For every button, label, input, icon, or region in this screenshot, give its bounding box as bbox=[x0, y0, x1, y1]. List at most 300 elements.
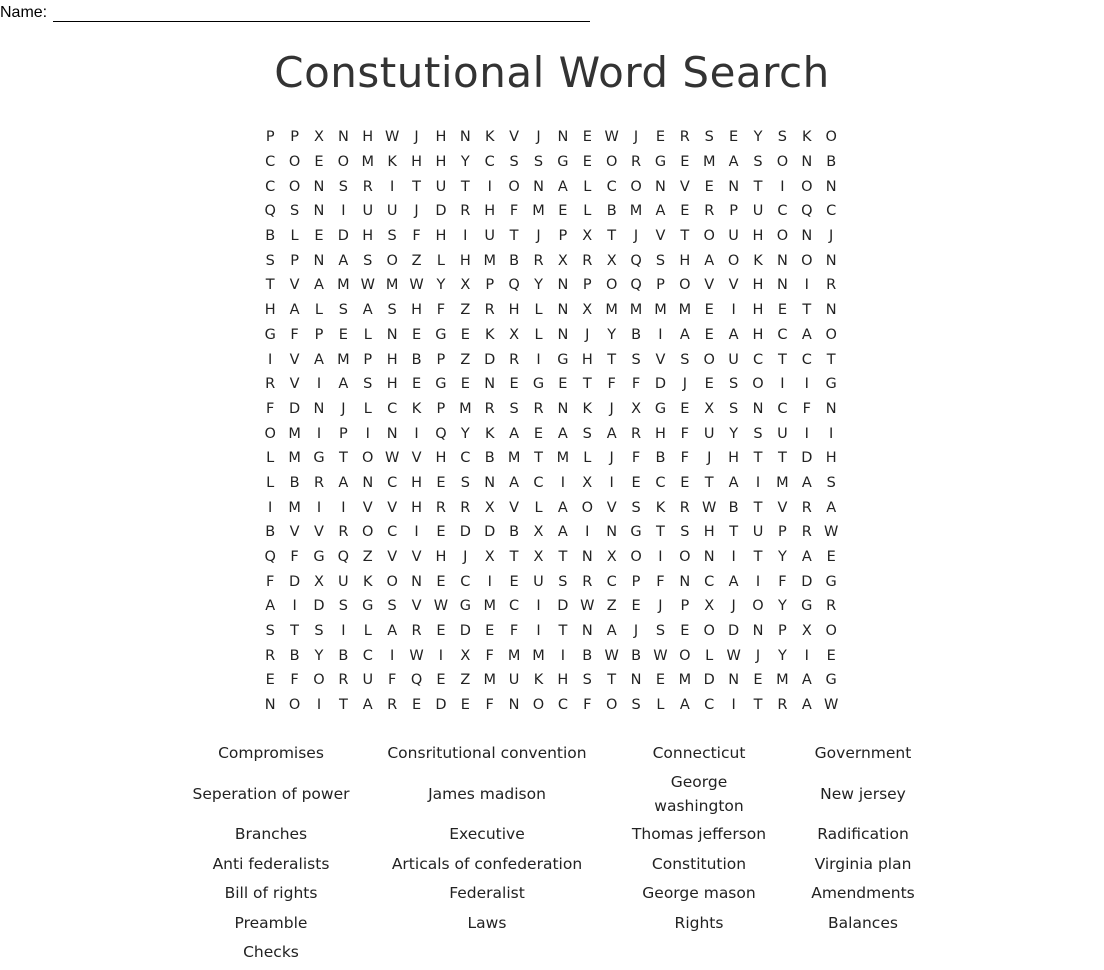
grid-cell[interactable]: A bbox=[557, 499, 568, 516]
grid-cell[interactable]: B bbox=[582, 647, 593, 664]
grid-cell[interactable]: P bbox=[436, 351, 446, 368]
grid-cell[interactable]: G bbox=[459, 598, 471, 615]
grid-cell[interactable]: E bbox=[582, 154, 592, 171]
grid-cell[interactable]: U bbox=[435, 178, 447, 195]
grid-cell[interactable]: E bbox=[436, 474, 446, 491]
grid-cell[interactable]: E bbox=[680, 154, 690, 171]
grid-cell[interactable]: R bbox=[631, 425, 642, 442]
grid-cell[interactable]: Y bbox=[753, 129, 763, 146]
grid-cell[interactable]: Y bbox=[777, 598, 787, 615]
grid-cell[interactable]: M bbox=[776, 474, 789, 491]
grid-cell[interactable]: N bbox=[313, 400, 325, 417]
grid-cell[interactable]: F bbox=[485, 647, 494, 664]
grid-cell[interactable]: A bbox=[557, 425, 568, 442]
grid-cell[interactable]: S bbox=[338, 178, 348, 195]
grid-cell[interactable]: N bbox=[484, 474, 496, 491]
grid-cell[interactable]: P bbox=[680, 598, 690, 615]
grid-cell[interactable]: N bbox=[313, 252, 325, 269]
grid-cell[interactable]: E bbox=[460, 697, 470, 714]
grid-cell[interactable]: P bbox=[290, 252, 299, 269]
grid-cell[interactable]: T bbox=[460, 178, 470, 195]
grid-cell[interactable]: U bbox=[338, 573, 349, 590]
grid-cell[interactable]: K bbox=[411, 400, 422, 417]
grid-cell[interactable]: D bbox=[459, 524, 471, 541]
grid-cell[interactable]: V bbox=[387, 549, 398, 566]
grid-cell[interactable]: W bbox=[824, 697, 839, 714]
grid-cell[interactable]: O bbox=[801, 252, 813, 269]
grid-cell[interactable]: C bbox=[362, 647, 373, 664]
grid-cell[interactable]: E bbox=[338, 326, 348, 343]
grid-cell[interactable]: Z bbox=[606, 598, 617, 615]
grid-cell[interactable]: P bbox=[582, 277, 592, 294]
grid-cell[interactable]: W bbox=[580, 598, 595, 615]
grid-cell[interactable]: Z bbox=[460, 302, 471, 319]
grid-cell[interactable]: A bbox=[509, 474, 520, 491]
grid-cell[interactable]: N bbox=[337, 129, 349, 146]
grid-cell[interactable]: A bbox=[728, 326, 739, 343]
grid-cell[interactable]: V bbox=[289, 351, 300, 368]
grid-cell[interactable]: E bbox=[509, 376, 519, 393]
grid-cell[interactable]: A bbox=[557, 178, 568, 195]
grid-cell[interactable]: B bbox=[265, 524, 276, 541]
grid-cell[interactable]: R bbox=[533, 252, 544, 269]
grid-cell[interactable]: X bbox=[314, 573, 324, 590]
grid-cell[interactable]: I bbox=[658, 549, 663, 566]
grid-cell[interactable]: L bbox=[656, 697, 665, 714]
grid-cell[interactable]: X bbox=[557, 252, 568, 269]
grid-cell[interactable]: C bbox=[777, 400, 788, 417]
grid-cell[interactable]: H bbox=[825, 450, 837, 467]
grid-cell[interactable]: T bbox=[509, 228, 519, 245]
grid-cell[interactable]: E bbox=[411, 326, 422, 343]
grid-cell[interactable]: L bbox=[583, 450, 592, 467]
grid-cell[interactable]: X bbox=[314, 129, 324, 146]
grid-cell[interactable]: E bbox=[704, 302, 714, 319]
grid-cell[interactable]: S bbox=[680, 351, 690, 368]
grid-cell[interactable]: S bbox=[338, 598, 348, 615]
grid-cell[interactable]: S bbox=[753, 425, 763, 442]
grid-cell[interactable]: O bbox=[776, 154, 789, 171]
grid-cell[interactable]: Y bbox=[777, 549, 787, 566]
grid-cell[interactable]: M bbox=[288, 425, 301, 442]
grid-cell[interactable]: E bbox=[558, 203, 568, 220]
grid-cell[interactable]: F bbox=[680, 425, 689, 442]
grid-cell[interactable]: U bbox=[752, 203, 764, 220]
grid-cell[interactable]: X bbox=[582, 474, 593, 491]
grid-cell[interactable]: N bbox=[557, 277, 569, 294]
grid-cell[interactable]: L bbox=[583, 178, 592, 195]
grid-cell[interactable]: G bbox=[435, 326, 447, 343]
grid-cell[interactable]: N bbox=[557, 302, 569, 319]
grid-cell[interactable]: O bbox=[679, 647, 691, 664]
grid-cell[interactable]: K bbox=[387, 154, 397, 171]
grid-cell[interactable]: T bbox=[753, 499, 763, 516]
grid-cell[interactable]: R bbox=[460, 203, 471, 220]
grid-cell[interactable]: I bbox=[414, 425, 419, 442]
grid-cell[interactable]: E bbox=[265, 672, 275, 689]
grid-cell[interactable]: S bbox=[631, 499, 641, 516]
grid-cell[interactable]: E bbox=[777, 302, 787, 319]
grid-cell[interactable]: I bbox=[341, 203, 346, 220]
grid-cell[interactable]: O bbox=[703, 228, 715, 245]
grid-cell[interactable]: V bbox=[314, 524, 324, 541]
grid-cell[interactable]: J bbox=[585, 326, 590, 343]
grid-cell[interactable]: E bbox=[436, 623, 446, 640]
grid-cell[interactable]: B bbox=[509, 252, 520, 269]
grid-cell[interactable]: I bbox=[341, 623, 346, 640]
grid-cell[interactable]: I bbox=[390, 178, 395, 195]
letter-grid[interactable] bbox=[258, 125, 843, 718]
grid-cell[interactable]: C bbox=[606, 178, 617, 195]
grid-cell[interactable]: N bbox=[313, 203, 325, 220]
grid-cell[interactable]: W bbox=[384, 450, 400, 467]
grid-cell[interactable]: I bbox=[438, 647, 444, 664]
grid-cell[interactable]: N bbox=[776, 252, 788, 269]
grid-cell[interactable]: N bbox=[801, 228, 813, 245]
grid-cell[interactable]: A bbox=[801, 474, 812, 491]
grid-cell[interactable]: X bbox=[484, 549, 495, 566]
grid-cell[interactable]: V bbox=[289, 524, 300, 541]
grid-cell[interactable]: O bbox=[679, 277, 691, 294]
grid-cell[interactable]: R bbox=[338, 672, 349, 689]
grid-cell[interactable]: Y bbox=[534, 277, 543, 294]
grid-cell[interactable]: C bbox=[655, 474, 666, 491]
grid-cell[interactable]: I bbox=[268, 499, 273, 516]
grid-cell[interactable]: F bbox=[485, 697, 494, 714]
grid-cell[interactable]: S bbox=[558, 573, 568, 590]
grid-cell[interactable]: N bbox=[825, 252, 837, 269]
grid-cell[interactable]: I bbox=[780, 376, 785, 393]
grid-cell[interactable]: O bbox=[605, 697, 618, 714]
grid-cell[interactable]: W bbox=[604, 647, 619, 664]
grid-cell[interactable]: H bbox=[728, 450, 740, 467]
grid-cell[interactable]: F bbox=[631, 450, 641, 467]
grid-cell[interactable]: I bbox=[755, 573, 761, 590]
grid-cell[interactable]: F bbox=[680, 450, 689, 467]
grid-cell[interactable]: F bbox=[631, 376, 641, 393]
grid-cell[interactable]: S bbox=[338, 302, 348, 319]
grid-cell[interactable]: E bbox=[436, 524, 446, 541]
grid-cell[interactable]: N bbox=[386, 425, 398, 442]
grid-cell[interactable]: N bbox=[581, 549, 593, 566]
grid-cell[interactable]: S bbox=[655, 623, 666, 640]
grid-cell[interactable]: D bbox=[484, 351, 496, 368]
grid-cell[interactable]: T bbox=[412, 178, 421, 195]
grid-cell[interactable]: J bbox=[536, 228, 541, 245]
grid-cell[interactable]: M bbox=[507, 450, 521, 467]
grid-cell[interactable]: L bbox=[266, 474, 275, 491]
grid-cell[interactable]: H bbox=[362, 129, 374, 146]
grid-cell[interactable]: P bbox=[485, 277, 495, 294]
grid-cell[interactable]: C bbox=[509, 598, 520, 615]
grid-cell[interactable]: F bbox=[509, 203, 519, 220]
grid-cell[interactable]: B bbox=[289, 474, 300, 491]
grid-cell[interactable]: I bbox=[316, 697, 322, 714]
grid-cell[interactable]: C bbox=[387, 474, 398, 491]
grid-cell[interactable]: Y bbox=[777, 647, 787, 664]
grid-cell[interactable]: A bbox=[728, 474, 739, 491]
grid-cell[interactable]: H bbox=[703, 524, 715, 541]
grid-cell[interactable]: S bbox=[680, 524, 690, 541]
grid-cell[interactable]: S bbox=[582, 672, 592, 689]
grid-cell[interactable]: D bbox=[703, 672, 715, 689]
grid-cell[interactable]: O bbox=[288, 178, 301, 195]
grid-cell[interactable]: L bbox=[534, 499, 543, 516]
grid-cell[interactable]: N bbox=[484, 376, 496, 393]
grid-cell[interactable]: Q bbox=[630, 252, 642, 269]
grid-cell[interactable]: E bbox=[436, 573, 446, 590]
grid-cell[interactable]: R bbox=[313, 474, 325, 491]
grid-cell[interactable]: N bbox=[752, 623, 764, 640]
grid-cell[interactable]: G bbox=[313, 450, 325, 467]
grid-cell[interactable]: R bbox=[387, 697, 398, 714]
grid-cell[interactable]: J bbox=[731, 598, 736, 615]
grid-cell[interactable]: T bbox=[265, 277, 275, 294]
grid-cell[interactable]: R bbox=[801, 524, 812, 541]
grid-cell[interactable]: A bbox=[289, 302, 300, 319]
grid-cell[interactable]: T bbox=[656, 524, 665, 541]
grid-cell[interactable]: W bbox=[384, 129, 400, 146]
grid-cell[interactable]: V bbox=[509, 129, 520, 146]
grid-cell[interactable]: U bbox=[533, 573, 544, 590]
grid-cell[interactable]: S bbox=[777, 129, 787, 146]
grid-cell[interactable]: H bbox=[752, 228, 764, 245]
grid-cell[interactable]: O bbox=[679, 549, 691, 566]
grid-cell[interactable]: O bbox=[727, 252, 740, 269]
grid-cell[interactable]: E bbox=[704, 326, 714, 343]
grid-cell[interactable]: J bbox=[414, 203, 419, 220]
grid-cell[interactable]: K bbox=[363, 573, 373, 590]
grid-cell[interactable]: R bbox=[362, 178, 373, 195]
grid-cell[interactable]: H bbox=[508, 302, 520, 319]
grid-cell[interactable]: N bbox=[313, 178, 325, 195]
grid-cell[interactable]: E bbox=[704, 178, 714, 195]
grid-cell[interactable]: A bbox=[728, 573, 739, 590]
grid-cell[interactable]: C bbox=[387, 524, 398, 541]
grid-cell[interactable]: R bbox=[460, 499, 471, 516]
grid-cell[interactable]: R bbox=[484, 400, 495, 417]
grid-cell[interactable]: A bbox=[655, 203, 666, 220]
grid-cell[interactable]: M bbox=[385, 277, 399, 294]
grid-cell[interactable]: T bbox=[680, 228, 690, 245]
grid-cell[interactable]: L bbox=[266, 450, 275, 467]
grid-cell[interactable]: N bbox=[655, 178, 666, 195]
grid-cell[interactable]: D bbox=[313, 598, 325, 615]
grid-cell[interactable]: S bbox=[387, 228, 397, 245]
grid-cell[interactable]: A bbox=[362, 697, 373, 714]
grid-cell[interactable]: R bbox=[582, 252, 593, 269]
grid-cell[interactable]: V bbox=[509, 499, 520, 516]
grid-cell[interactable]: G bbox=[557, 351, 569, 368]
grid-cell[interactable]: V bbox=[704, 277, 715, 294]
grid-cell[interactable]: U bbox=[728, 228, 739, 245]
grid-cell[interactable]: A bbox=[557, 524, 568, 541]
grid-cell[interactable]: E bbox=[680, 203, 690, 220]
grid-cell[interactable]: H bbox=[435, 129, 447, 146]
grid-cell[interactable]: Q bbox=[435, 425, 447, 442]
grid-cell[interactable]: I bbox=[316, 499, 322, 516]
grid-cell[interactable]: X bbox=[606, 549, 617, 566]
grid-cell[interactable]: X bbox=[631, 400, 642, 417]
grid-cell[interactable]: S bbox=[509, 154, 519, 171]
grid-cell[interactable]: T bbox=[607, 228, 617, 245]
grid-cell[interactable]: S bbox=[631, 351, 641, 368]
grid-cell[interactable]: W bbox=[726, 647, 741, 664]
grid-cell[interactable]: X bbox=[509, 326, 520, 343]
grid-cell[interactable]: D bbox=[289, 573, 301, 590]
grid-cell[interactable]: M bbox=[702, 154, 716, 171]
grid-cell[interactable]: F bbox=[290, 326, 299, 343]
grid-cell[interactable]: W bbox=[360, 277, 375, 294]
grid-cell[interactable]: R bbox=[265, 376, 276, 393]
grid-cell[interactable]: B bbox=[826, 154, 837, 171]
grid-cell[interactable]: T bbox=[558, 549, 568, 566]
grid-cell[interactable]: L bbox=[583, 203, 592, 220]
grid-cell[interactable]: C bbox=[484, 154, 495, 171]
grid-cell[interactable]: N bbox=[459, 129, 471, 146]
grid-cell[interactable]: N bbox=[411, 573, 422, 590]
grid-cell[interactable]: J bbox=[829, 228, 834, 245]
grid-cell[interactable]: O bbox=[313, 672, 325, 689]
grid-cell[interactable]: N bbox=[264, 697, 276, 714]
grid-cell[interactable]: H bbox=[679, 252, 691, 269]
grid-cell[interactable]: N bbox=[825, 400, 837, 417]
grid-cell[interactable]: R bbox=[509, 351, 520, 368]
grid-cell[interactable]: J bbox=[755, 647, 761, 664]
grid-cell[interactable]: X bbox=[606, 252, 617, 269]
grid-cell[interactable]: F bbox=[412, 228, 421, 245]
grid-cell[interactable]: I bbox=[804, 277, 809, 294]
grid-cell[interactable]: X bbox=[484, 499, 495, 516]
grid-cell[interactable]: S bbox=[655, 252, 666, 269]
grid-cell[interactable]: N bbox=[533, 178, 544, 195]
grid-cell[interactable]: E bbox=[680, 474, 690, 491]
grid-cell[interactable]: E bbox=[655, 129, 666, 146]
grid-cell[interactable]: R bbox=[826, 598, 837, 615]
grid-cell[interactable]: W bbox=[409, 277, 424, 294]
grid-cell[interactable]: O bbox=[264, 425, 276, 442]
grid-cell[interactable]: N bbox=[581, 623, 593, 640]
grid-cell[interactable]: M bbox=[507, 647, 521, 664]
grid-cell[interactable]: V bbox=[411, 450, 422, 467]
grid-cell[interactable]: R bbox=[338, 524, 349, 541]
grid-cell[interactable]: I bbox=[341, 499, 346, 516]
grid-cell[interactable]: B bbox=[631, 326, 642, 343]
grid-cell[interactable]: U bbox=[386, 203, 398, 220]
grid-cell[interactable]: I bbox=[560, 474, 566, 491]
grid-cell[interactable]: F bbox=[436, 302, 446, 319]
grid-cell[interactable]: U bbox=[362, 203, 374, 220]
grid-cell[interactable]: N bbox=[703, 549, 715, 566]
grid-cell[interactable]: J bbox=[682, 376, 687, 393]
grid-cell[interactable]: Z bbox=[362, 549, 373, 566]
grid-cell[interactable]: G bbox=[264, 326, 276, 343]
grid-cell[interactable]: D bbox=[484, 524, 496, 541]
grid-cell[interactable]: P bbox=[338, 425, 348, 442]
grid-cell[interactable]: P bbox=[314, 326, 324, 343]
grid-cell[interactable]: P bbox=[631, 573, 641, 590]
grid-cell[interactable]: S bbox=[289, 203, 300, 220]
grid-cell[interactable]: O bbox=[532, 697, 545, 714]
grid-cell[interactable]: J bbox=[414, 129, 419, 146]
grid-cell[interactable]: J bbox=[463, 549, 468, 566]
grid-cell[interactable]: P bbox=[778, 623, 787, 640]
grid-cell[interactable]: J bbox=[633, 129, 639, 146]
grid-cell[interactable]: G bbox=[825, 376, 837, 393]
grid-cell[interactable]: O bbox=[508, 178, 520, 195]
grid-cell[interactable]: I bbox=[560, 647, 566, 664]
grid-cell[interactable]: D bbox=[801, 450, 813, 467]
grid-cell[interactable]: A bbox=[728, 154, 739, 171]
grid-cell[interactable]: V bbox=[655, 228, 666, 245]
grid-cell[interactable]: S bbox=[363, 376, 373, 393]
grid-cell[interactable]: N bbox=[630, 672, 642, 689]
grid-cell[interactable]: S bbox=[704, 129, 714, 146]
grid-cell[interactable]: W bbox=[433, 598, 449, 615]
grid-cell[interactable]: I bbox=[487, 573, 492, 590]
grid-cell[interactable]: U bbox=[777, 425, 788, 442]
grid-cell[interactable]: K bbox=[753, 252, 763, 269]
grid-cell[interactable]: L bbox=[363, 623, 372, 640]
grid-cell[interactable]: X bbox=[460, 647, 471, 664]
grid-cell[interactable]: A bbox=[801, 672, 812, 689]
grid-cell[interactable]: R bbox=[631, 154, 642, 171]
grid-cell[interactable]: D bbox=[557, 598, 569, 615]
grid-cell[interactable]: I bbox=[292, 598, 297, 615]
grid-cell[interactable]: E bbox=[460, 326, 470, 343]
grid-cell[interactable]: J bbox=[609, 450, 614, 467]
grid-cell[interactable]: P bbox=[436, 400, 446, 417]
grid-cell[interactable]: E bbox=[460, 376, 470, 393]
grid-cell[interactable]: L bbox=[363, 400, 372, 417]
grid-cell[interactable]: S bbox=[631, 697, 641, 714]
grid-cell[interactable]: N bbox=[557, 326, 569, 343]
grid-cell[interactable]: M bbox=[483, 252, 496, 269]
grid-cell[interactable]: X bbox=[582, 228, 593, 245]
grid-cell[interactable]: H bbox=[411, 154, 422, 171]
grid-cell[interactable]: E bbox=[314, 154, 324, 171]
grid-cell[interactable]: Y bbox=[314, 647, 324, 664]
grid-cell[interactable]: E bbox=[826, 549, 836, 566]
grid-cell[interactable]: H bbox=[752, 277, 764, 294]
grid-cell[interactable]: I bbox=[609, 474, 614, 491]
grid-cell[interactable]: N bbox=[557, 129, 569, 146]
grid-cell[interactable]: O bbox=[752, 376, 764, 393]
grid-cell[interactable]: V bbox=[289, 277, 300, 294]
grid-cell[interactable]: Z bbox=[460, 672, 471, 689]
grid-cell[interactable]: I bbox=[390, 647, 395, 664]
grid-cell[interactable]: X bbox=[460, 277, 471, 294]
grid-cell[interactable]: J bbox=[658, 598, 663, 615]
grid-cell[interactable]: T bbox=[729, 524, 739, 541]
grid-cell[interactable]: X bbox=[704, 598, 715, 615]
grid-cell[interactable]: T bbox=[753, 697, 763, 714]
grid-cell[interactable]: M bbox=[776, 672, 789, 689]
grid-cell[interactable]: X bbox=[533, 549, 544, 566]
grid-cell[interactable]: K bbox=[484, 129, 495, 146]
grid-cell[interactable]: W bbox=[702, 499, 717, 516]
grid-cell[interactable]: V bbox=[289, 376, 300, 393]
grid-cell[interactable]: C bbox=[460, 450, 471, 467]
grid-cell[interactable]: A bbox=[606, 623, 617, 640]
grid-cell[interactable]: U bbox=[362, 672, 374, 689]
grid-cell[interactable]: T bbox=[753, 549, 763, 566]
grid-cell[interactable]: M bbox=[678, 672, 692, 689]
grid-cell[interactable]: R bbox=[411, 623, 422, 640]
grid-cell[interactable]: R bbox=[484, 302, 495, 319]
grid-cell[interactable]: E bbox=[631, 598, 641, 615]
grid-cell[interactable]: D bbox=[801, 573, 813, 590]
